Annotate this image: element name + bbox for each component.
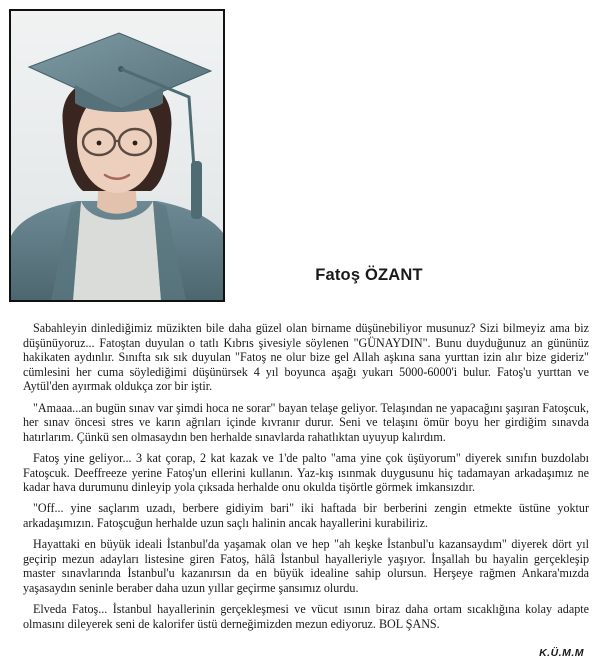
author-signature: K.Ü.M.M: [539, 647, 584, 659]
article-body: [23, 321, 589, 638]
paragraph: "Off... yine saçlarım uzadı, berbere gidiyim bari" iki haftada bir berberini zengin etmekte üstüne yoktur arkadaşımızın. Fatoşcuğun herhalde uzun saçlı halinin ancak hayallerini kurabiliriz.: [23, 501, 589, 530]
graduate-portrait-illustration: [11, 11, 223, 300]
graduate-name: Fatoş ÖZANT: [315, 266, 423, 284]
paragraph: Elveda Fatoş... İstanbul hayallerinin gerçekleşmesi ve vücut ısının biraz daha ortam sıcaklığına kolay adapte olmasını dileyerek seni de kalorifer üstü derneğimizden mezun ediyoruz. BOL ŞANS.: [23, 602, 589, 631]
paragraph: Fatoş yine geliyor... 3 kat çorap, 2 kat kazak ve 1'de palto "ama yine çok üşüyorum" diyerek sınıfın buzdolabı Fatoşcuk. Deeffreeze yerine Fatoş'un ellerini kullanın. Yaz-kış ısınmak duygusunu hiç tadamayan arkadaşımız ne kadar hava durumunu dinleyip yola çıksada herhalde onu okulda tişörtle görmek imkansızdır.: [23, 450, 589, 495]
paragraph: Hayattaki en büyük ideali İstanbul'da yaşamak olan ve hep "ah keşke İstanbul'u kazansaydım" diyerek dört yıl geçirip mezun adayları listesine giren Fatoş, hâlâ İstanbul hayalleriyle yaşıyor. İnşallah bu hayalin gerçekleşip master sınavlarında İstanbul'u kazanırsın da en büyük idealine sahip olursun. Herşeye rağmen Ankara'mızda yaşasaydın seninle beraber daha uzun yıllar geçirme şansımız olurdu.: [23, 537, 589, 595]
paragraph: Sabahleyin dinlediğimiz müzikten bile daha güzel olan birname düşünebiliyor musunuz? Sizi bilmeyiz ama biz düşünüyoruz... Fatoştan duyulan o tatlı Kıbrıs şivesiyle söylenen "GÜNAYDIN". Bunu duyduğunuz an gününüz hakikaten aydınlır. Sınıfta sık sık duyulan "Fatoş ne olur bize gel Allah aşkına sana yurttan izin alır bize gideriz" cümlesini her cuma söylediğimi düşünürsek 4 yıl boyunca aşağı yukarı 5000-6000'i bulur. Fatoş'u yurttan ve Aytül'den ayırmak oldukça zor bir iştir.: [23, 321, 589, 394]
graduation-photo: [9, 9, 225, 302]
paragraph: "Amaaa...an bugün sınav var şimdi hoca ne sorar" bayan telaşe geliyor. Telaşından ne yapacağını şaşıran Fatoşcuk, her sınav öncesi stres ve karın ağrıları içinde kıvranır durur. Seni ve telaşını ömür boyu her girdiğim sınavda hatırlarım. Çünkü sen olmasaydın ben herhalde sınavlarda rahatlıktan uyuyup kalırdım.: [23, 400, 589, 444]
